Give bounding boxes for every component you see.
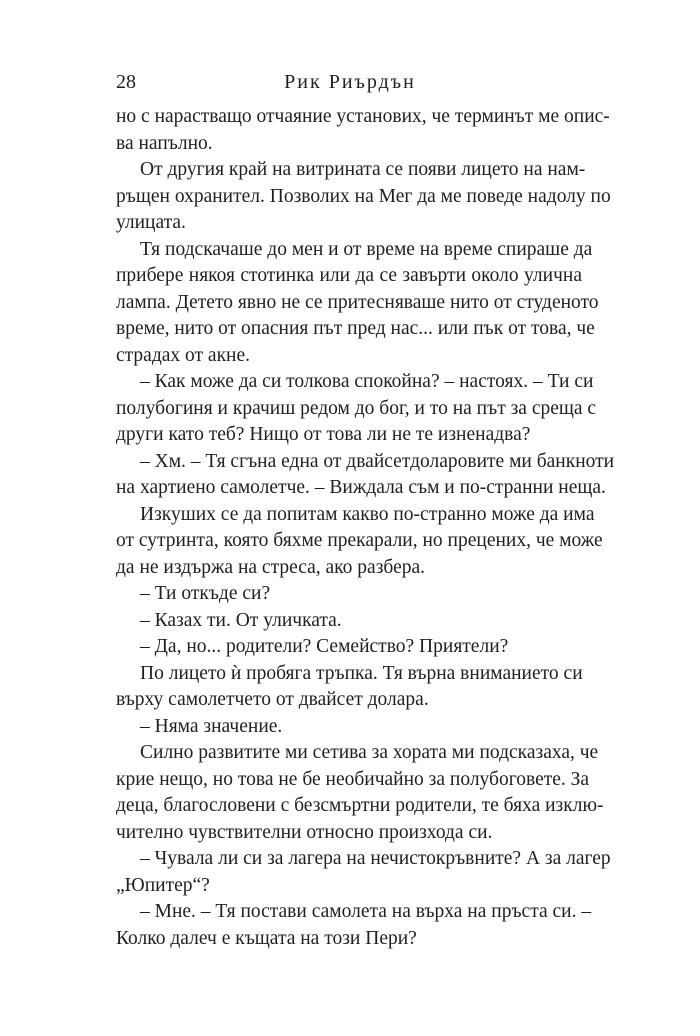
text-line: да не издържа на стреса, ако разбера. [116,556,426,578]
text-line: – Как може да си толкова спокойна? – настоях. – Ти си [140,371,594,392]
text-line: От другия край на витрината се появи лицето на нам- [140,159,586,180]
text-line: деца, благословени с безсмъртни родители, те бяха изклю- [116,795,604,816]
text-line: но с нарастващо отчаяние установих, че терминът ме опис- [116,106,610,127]
text-line: – Мне. – Тя постави самолета на върха на пръста си. – [140,901,592,922]
text-line: – Хм. – Тя сгъна една от двайсетдоларовите ми банкноти [140,450,615,472]
text-line: По лицето ѝ пробяга тръпка. Тя върна вниманието си [140,662,583,684]
text-line: на хартиено самолетче. – Виждала съм и по-странни неща. [116,477,606,498]
text-line: – Да, но... родители? Семейство? Приятели? [140,636,509,657]
text-line: „Юпитер“? [116,874,210,896]
text-line: лампа. Детето явно не се притесняваше нито от студеното [116,291,599,313]
text-line: чително чувствителни относно произхода си. [116,821,493,843]
text-line: ръщен охранител. Позволих на Мег да ме поведе надолу по [116,185,611,207]
body-text [116,104,615,952]
running-title: Рик Риърдън [284,71,416,93]
text-line: други като теб? Нищо от това ли не те изненадва? [116,424,531,445]
text-line: – Чувала ли си за лагера на нечистокръвните? А за лагер [140,848,611,869]
text-line: Колко далеч е къщата на този Пери? [116,927,417,949]
text-line: Силно развитите ми сетива за хората ми подсказаха, че [140,742,599,763]
text-line: прибере някоя стотинка или да се завърти около улична [116,265,582,286]
page-header [0,68,700,96]
text-line: ва напълно. [116,132,213,154]
text-line: страдах от акне. [116,344,251,366]
text-line: върху самолетчето от двайсет долара. [116,689,429,710]
text-line: Изкуших се да попитам какво по-странно може да има [140,503,595,525]
text-line: Тя подскачаше до мен и от време на време спираше да [140,238,593,260]
text-line: улицата. [116,212,186,233]
text-line: време, нито от опасния път пред нас... или пък от това, че [116,318,595,339]
text-line: – Няма значение. [140,715,283,737]
page-number: 28 [116,71,136,93]
text-line: – Ти откъде си? [140,583,271,604]
text-line: от сутринта, която бяхме прекарали, но прецених, че може [116,530,603,551]
text-line: полубогиня и крачиш редом до бог, и то на път за среща с [116,397,597,419]
text-line: крие нещо, но това не бе необичайно за полубоговете. За [116,768,590,790]
text-line: – Казах ти. От уличката. [140,609,342,631]
